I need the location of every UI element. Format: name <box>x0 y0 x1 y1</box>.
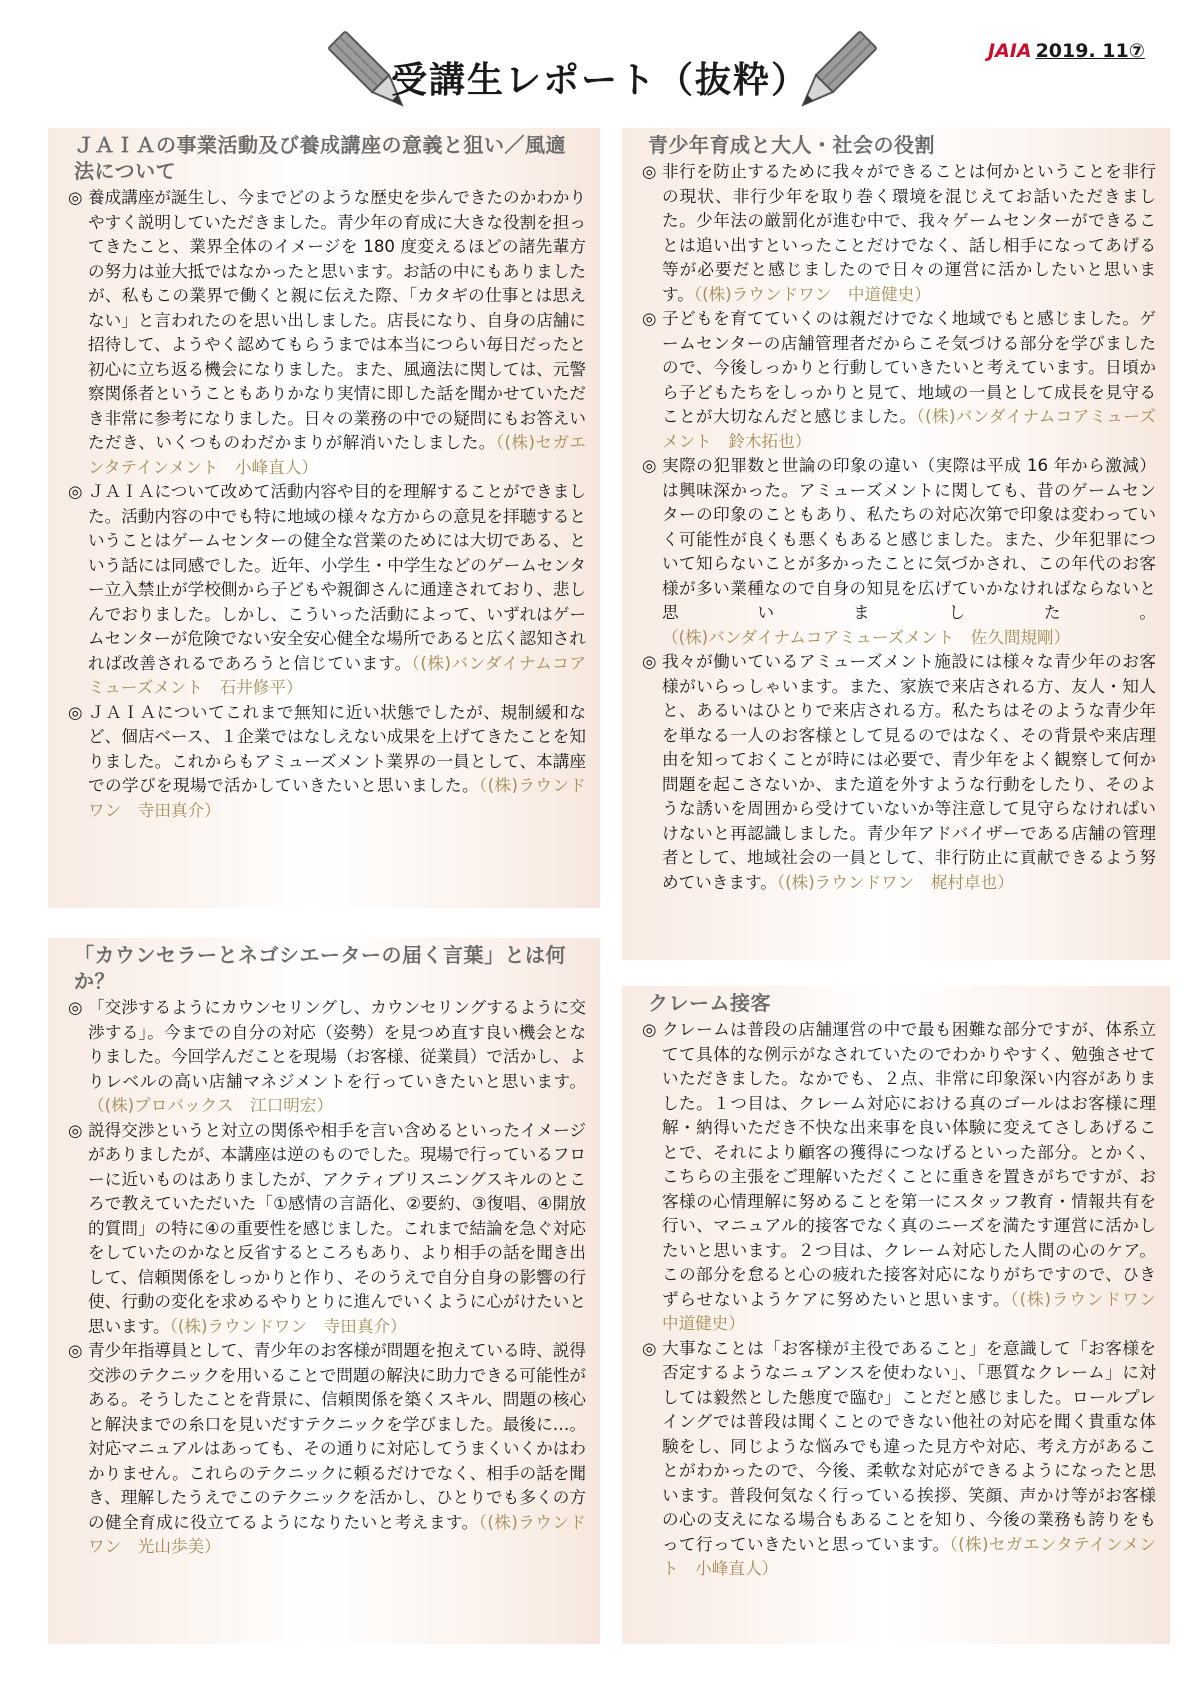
report-text: ＪＡＩＡについてこれまで無知に近い状態でしたが、規制緩和など、個店ベース、１企業ではなしえない成果を上げてきたことを知りました。これからもアミューズメント業界の一員として、本講座での学びを現場で活かしていきたいと思いました。 <box>88 702 586 795</box>
report-text: 大事なことは「お客様が主役であること」を意識して「お客様を否定するようなニュアンスを使わない」、「悪質なクレーム」に対しては毅然とした態度で臨む」ことだと感じました。ロールプレイングでは普段は聞くことのできない他社の対応を聞く貴重な体験をし、同じような悩みでも違った見方や対応、考え方があることがわかったので、今後、柔軟な対応ができるようになったと思います。普段何気なく行っている挨拶、笑顔、声かけ等がお客様の心の支えになる場合もあることを知り、今後の業務も誇りをもって行っていきたいと思っています。 <box>662 1338 1156 1554</box>
pencil-icon <box>795 32 875 114</box>
report-signature: （(株)バンダイナムコアミューズメント 佐久間規剛） <box>662 627 1071 647</box>
bullet-mark: ◎ <box>68 998 83 1017</box>
brand-logo: JAIA <box>988 40 1032 62</box>
section-counselor-negotiator <box>48 938 600 1644</box>
report-item <box>642 1337 1156 1582</box>
section-title: 青少年育成と大人・社会の役割 <box>648 133 935 157</box>
report-text: 非行を防止するために我々ができることは何かということを非行の現状、非行少年を取り巻く環境を混じえてお話いただきました。少年法の厳罰化が進む中で、我々ゲームセンターができることは追い出すといったことだけでなく、話し相手になってあげる等が必要だと感じましたので日々の運営に活かしたいと思います。 <box>662 162 1156 304</box>
report-item <box>68 186 586 480</box>
bullet-mark: ◎ <box>68 188 83 207</box>
report-signature: （(株)ラウンドワン 梶村卓也） <box>776 872 1014 892</box>
section-jaia-activities <box>48 128 600 908</box>
report-text: 子どもを育てていくのは親だけでなく地域でもと感じました。ゲームセンターの店舗管理者だからこそ気づける部分を学びましたので、今後しっかりと行動していきたいと考えています。日頃から子どもたちをしっかりと見て、地域の一員として成長を見守ることが大切なんだと感じました。 <box>662 309 1156 426</box>
bullet-mark: ◎ <box>642 1338 657 1358</box>
report-signature: （(株)セガエンタテインメント 小峰直人） <box>662 1534 1157 1578</box>
bullet-mark: ◎ <box>642 162 657 181</box>
report-text: 説得交渉というと対立の関係や相手を言い含めるといったイメージがありましたが、本講座は逆のものでした。現場で行っているフローに近いものはありましたが、アクティブリスニングスキルのところで教えていただいた「①感情の言語化、②要約、③復唱、④開放的質問」の特に④の重要性を感じました。これまで結論を急ぐ対応をしていたのかなと反省するところもあり、より相手の話を聞き出して、信頼関係をしっかりと作り、そのうえで自分自身の影響の行使、行動の変化を求めるやりとりに進んでいくように心がけたいと思います。 <box>88 1120 586 1336</box>
report-text: 「交渉するようにカウンセリングし、カウンセリングするように交渉する」。今までの自分の対応（姿勢）を見つめ直す良い機会となりました。今回学んだことを現場（お客様、従業員）で活かし、よりレベルの高い店舗マネジメントを行っていきたいと思います。 <box>88 998 586 1091</box>
report-item <box>68 480 586 701</box>
report-signature: （(株)プロバックス 江口明宏） <box>88 1096 334 1115</box>
report-item <box>68 1119 586 1340</box>
report-text: 我々が働いているアミューズメント施設には様々な青少年のお客様がいらっしゃいます。また、家族で来店される方、友人・知人と、あるいはひとりで来店される方。私たちはそのような青少年を単なる一人のお客様として見るのではなく、その背景や来店理由を知っておくことが時には必要で、青少年をよく観察して何か問題を起こさないか、また道を外すような行動をしたり、そのような誘いを周囲から受けていないか等注意して見守らなければいけないと再認識しました。青少年アドバイザーである店舗の管理者として、地域社会の一員として、非行防止に貢献できるよう努めていきます。 <box>662 652 1156 892</box>
bullet-mark: ◎ <box>642 309 657 328</box>
report-text: 養成講座が誕生し、今までどのような歴史を歩んできたのかわかりやすく説明していただきました。青少年の育成に大きな役割を担ってきたこと、業界全体のイメージを 180 度変えるほどの諸先輩方の努力は並大抵ではなかったと思います。お話の中にもありましたが、私もこの業界で働くと親に伝えた際、「カタギの仕事とは思えない」と言われたのを思い出しました。店長になり、自身の店舗に招待して、ようやく認めてもらうまでは本当につらい毎日だったと初心に立ち返る機会になりました。また、風適法に関しては、元警察関係者ということもありかなり実情に即した話を聞かせていただき非常に参考になりました。日々の業務の中での疑問にもお答えいただき、いくつものわだかまりが解消いたしました。 <box>88 188 586 452</box>
report-text: ＪＡＩＡについて改めて活動内容や目的を理解することができました。活動内容の中でも特に地域の様々な方からの意見を拝聴するということはゲームセンターの健全な営業のためには大切である、という話には同感でした。近年、小学生・中学生などのゲームセンター立入禁止が学校側から子どもや親御さんに通達されており、悲しんでおりました。しかし、こういった活動によって、いずれはゲームセンターが危険でない安全安心健全な場所であると広く認知されれば改善されるであろうと信じています。 <box>88 482 586 673</box>
report-item <box>642 160 1156 307</box>
section-title: クレーム接客 <box>648 991 771 1015</box>
report-item <box>642 307 1156 454</box>
report-item <box>642 1018 1173 1337</box>
bullet-mark: ◎ <box>68 702 83 722</box>
report-signature: （(株)ラウンドワン 寺田真介） <box>88 776 586 820</box>
issue-label <box>988 40 1145 62</box>
issue-date: 2019. 11⑦ <box>1035 40 1145 62</box>
report-signature: （(株)セガエンタテインメント 小峰直人） <box>88 433 586 477</box>
report-signature: （(株)ラウンドワン 中道健史） <box>693 284 931 304</box>
report-text: 青少年指導員として、青少年のお客様が問題を抱えている時、説得交渉のテクニックを用いることで問題の解決に助力できる可能性がある。そうしたことを背景に、信頼関係を築くスキル、問題の核心と解決までの糸口を見いだすテクニックを学びました。最後に…。対応マニュアルはあっても、その通りに対応してうまくいくかはわかりません。これらのテクニックに頼るだけでなく、相手の話を聞き、理解したうえでこのテクニックを活かし、ひとりでも多くの方の健全育成に役立てるようになりたいと考えます。 <box>88 1341 586 1532</box>
section-youth-society <box>622 128 1170 960</box>
report-signature: （(株)ラウンドワン 光山歩美） <box>88 1512 586 1556</box>
report-item <box>642 454 1156 650</box>
bullet-mark: ◎ <box>642 652 657 671</box>
report-signature: （(株)バンダイナムコアミューズメント 石井修平） <box>88 653 586 697</box>
section-title: ＪＡＩＡの事業活動及び養成講座の意義と狙い／風適法について <box>74 133 566 183</box>
bullet-mark: ◎ <box>68 482 83 501</box>
report-item <box>68 996 586 1119</box>
report-item <box>68 701 586 824</box>
report-text: 実際の犯罪数と世論の印象の違い（実際は平成 16 年から激減）は興味深かった。アミューズメントに関しても、昔のゲームセンターの印象のこともあり、私たちの対応次第で印象は変わっていく可能性が良くも悪くもあると感じました。また、少年犯罪について知らないことが多かったことに気づかされ、この年代のお客様が多い業種なので自身の知見を広げていかなければならないと思いました。 <box>662 456 1156 622</box>
section-title: 「カウンセラーとネゴシエーターの届く言葉」とは何か？ <box>74 943 566 993</box>
section-claim-service <box>622 986 1173 1644</box>
bullet-mark: ◎ <box>68 1341 83 1360</box>
page-title: 受講生レポート（抜粋） <box>390 60 809 101</box>
bullet-mark: ◎ <box>642 456 657 475</box>
bullet-mark: ◎ <box>68 1120 83 1140</box>
report-text: クレームは普段の店舗運営の中で最も困難な部分ですが、体系立てて具体的な例示がなされていたのでわかりやすく、勉強させていただきました。なかでも、２点、非常に印象深い内容がありました。１つ目は、クレーム対応における真のゴールはお客様に理解・納得いただき不快な出来事を良い体験に変えてさしあげることで、それにより顧客の獲得につなげるといった部分。とかく、こちらの主張をご理解いただくことに重きを置きがちですが、お客様の心情理解に努めることを第一にスタッフ教育・情報共有を行い、マニュアル的接客でなく真のニーズを満たす運営に活かしたいと思います。２つ目は、クレーム対応した人間の心のケア。この部分を怠ると心の疲れた接客対応になりがちですので、ひきずらせないようケアに努めたいと思います。 <box>662 1020 1156 1309</box>
page-header <box>0 0 1200 118</box>
report-signature: （(株)ラウンドワン 寺田真介） <box>169 1316 407 1336</box>
report-signature: （(株)バンダイナムコアミューズメント 鈴木拓也） <box>662 407 1156 451</box>
report-signature: （(株)ラウンドワン 中道健史） <box>662 1289 1173 1333</box>
report-item <box>68 1339 586 1560</box>
report-item <box>642 650 1156 895</box>
bullet-mark: ◎ <box>642 1020 657 1039</box>
